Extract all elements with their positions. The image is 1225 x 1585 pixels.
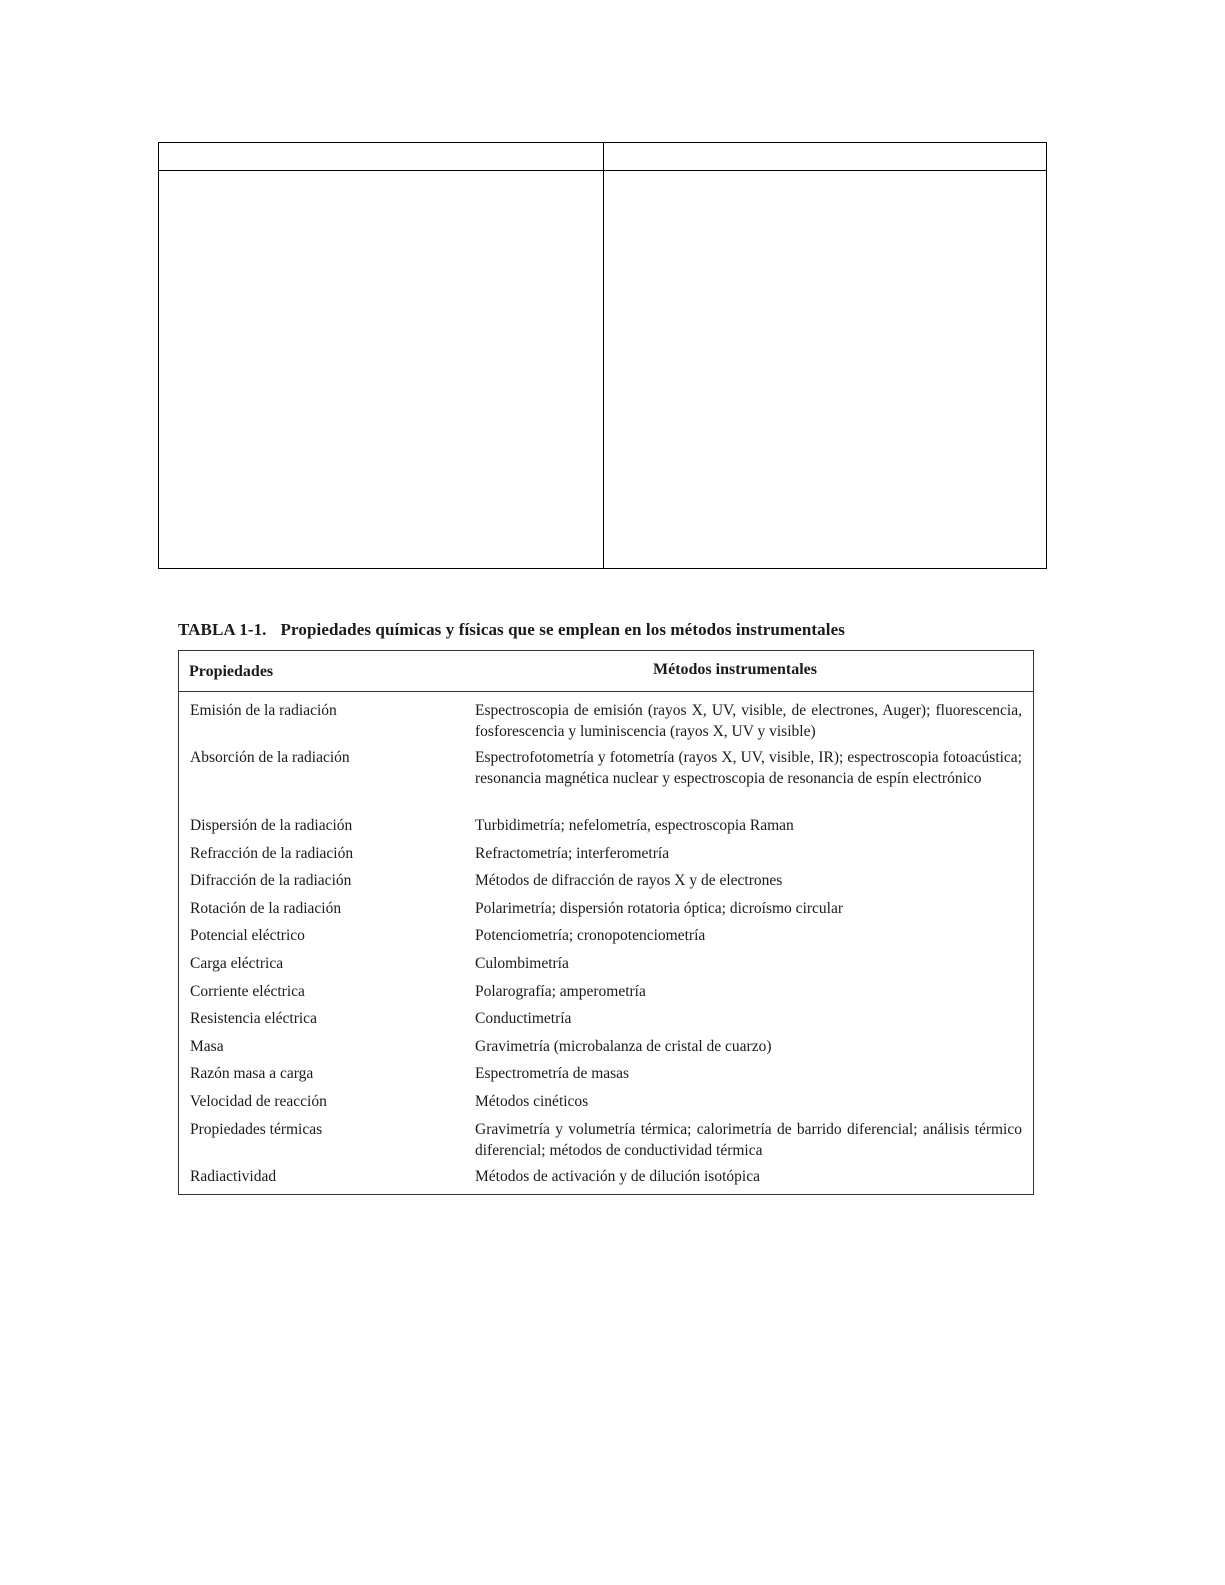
- table-row: [179, 1063, 1033, 1091]
- row-methods: Potenciometría; cronopotenciometría: [475, 927, 706, 945]
- row-methods: Gravimetría y volumetría térmica; calorimetría de barrido diferencial; análisis térmico diferencial; métodos de conductividad térmica: [475, 1120, 1022, 1159]
- row-property: Dispersión de la radiación: [190, 817, 353, 834]
- table-row: [179, 815, 1033, 843]
- row-methods: Gravimetría (microbalanza de cristal de cuarzo): [475, 1037, 772, 1055]
- row-property: Masa: [190, 1037, 224, 1055]
- row-property: Refracción de la radiación: [190, 844, 354, 862]
- row-property: Radiactividad: [190, 1167, 277, 1185]
- table-row: [179, 898, 1033, 926]
- row-property: Propiedades térmicas: [190, 1120, 323, 1138]
- table-row: [179, 1008, 1033, 1036]
- row-property: Corriente eléctrica: [190, 982, 305, 1000]
- row-methods: Espectrometría de masas: [475, 1065, 630, 1083]
- row-property: Absorción de la radiación: [190, 749, 350, 766]
- table-caption: [178, 620, 845, 640]
- instrumental-methods-table: [178, 650, 1034, 1195]
- table-row: [179, 1119, 1033, 1166]
- header-methods: Métodos instrumentales: [653, 661, 817, 678]
- table-row: [179, 1091, 1033, 1119]
- table-row: [179, 870, 1033, 898]
- row-methods: Culombimetría: [475, 954, 569, 972]
- empty-table: [158, 142, 1047, 569]
- table-header: [179, 651, 1033, 692]
- row-methods: Polarografía; amperometría: [475, 982, 646, 1000]
- row-methods: Conductimetría: [475, 1010, 572, 1028]
- row-property: Carga eléctrica: [190, 954, 284, 972]
- row-property: Potencial eléctrico: [190, 927, 305, 945]
- table-row: [179, 700, 1033, 747]
- row-property: Difracción de la radiación: [190, 872, 352, 890]
- table-row: [179, 747, 1033, 815]
- row-methods: Polarimetría; dispersión rotatoria óptica; dicroísmo circular: [475, 899, 844, 917]
- header-properties: Propiedades: [189, 663, 274, 680]
- row-methods: Espectroscopia de emisión (rayos X, UV, visible, de electrones, Auger); fluorescencia, fosforescencia y luminiscencia (rayos X, UV y visible): [475, 702, 1022, 740]
- table-caption-title: Propiedades químicas y físicas que se emplean en los métodos instrumentales: [280, 620, 845, 639]
- table-row: [179, 925, 1033, 953]
- table-row: [179, 953, 1033, 981]
- table-body: [179, 700, 1033, 1193]
- row-methods: Turbidimetría; nefelometría, espectroscopia Raman: [475, 817, 794, 834]
- row-property: Velocidad de reacción: [190, 1092, 327, 1110]
- row-methods: Métodos cinéticos: [475, 1092, 589, 1110]
- row-property: Resistencia eléctrica: [190, 1010, 317, 1028]
- table-row: [179, 1036, 1033, 1064]
- table-caption-label: TABLA 1-1.: [178, 620, 267, 639]
- row-methods: Métodos de activación y de dilución isotópica: [475, 1167, 760, 1185]
- row-methods: Espectrofotometría y fotometría (rayos X, UV, visible, IR); espectroscopia fotoacústica; resonancia magnética nuclear y espectroscopia de resonancia de espín electrónico: [475, 749, 1022, 787]
- table-row: [179, 1166, 1033, 1194]
- row-property: Rotación de la radiación: [190, 899, 342, 917]
- row-property: Razón masa a carga: [190, 1065, 314, 1083]
- table-row: [179, 843, 1033, 871]
- table-row: [179, 981, 1033, 1009]
- row-methods: Refractometría; interferometría: [475, 844, 670, 862]
- row-property: Emisión de la radiación: [190, 702, 337, 719]
- row-methods: Métodos de difracción de rayos X y de electrones: [475, 872, 783, 890]
- empty-table-column-divider: [603, 143, 604, 568]
